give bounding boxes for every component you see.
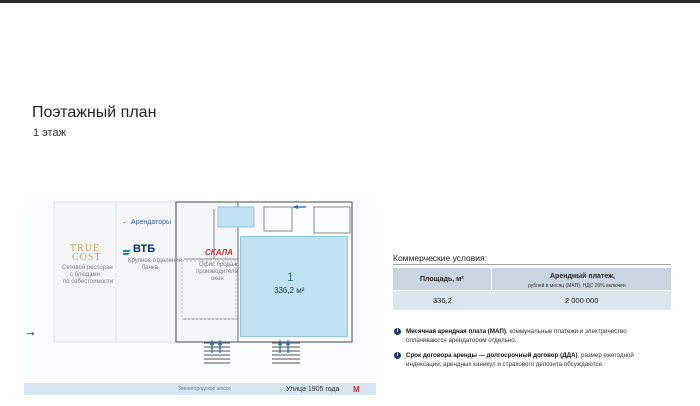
info-icon: i bbox=[394, 352, 401, 359]
terms-title: Коммерческие условия: bbox=[393, 253, 488, 263]
metro-icon: М bbox=[353, 385, 360, 394]
header-area-label: Площадь, м² bbox=[420, 276, 464, 283]
header-rent-label: Арендный платеж, bbox=[550, 273, 616, 280]
floor-label: 1 этаж bbox=[33, 127, 66, 139]
note-term-text1: , размер ежегодной bbox=[577, 352, 634, 359]
vtb-logo: ВТБ bbox=[133, 243, 156, 255]
note-term bbox=[406, 351, 666, 369]
truecost-desc-2: с блюдами bbox=[70, 272, 101, 278]
info-icon: i bbox=[394, 328, 401, 335]
note-rent-bold: Месячная арендная плата (МАП) bbox=[406, 328, 506, 335]
truecost-logo-line1: TRUE bbox=[70, 243, 101, 254]
vtb-logo-icon bbox=[123, 244, 131, 252]
terms-divider bbox=[393, 264, 671, 265]
note-rent-text2: оплачиваются арендатором отдельно. bbox=[406, 337, 517, 344]
vtb-desc-1: Крупное отделение bbox=[128, 258, 182, 264]
note-term-text2: индексации, арендных каникул и страхового депозита обсуждаются. bbox=[406, 361, 604, 368]
note-rent-text1: , коммунальные платежи и электричество bbox=[505, 328, 627, 335]
truecost-desc-1: Сетевой ресторан bbox=[62, 265, 113, 271]
header-rent-note: рублей в месяц (МАП), НДС 20% включен bbox=[528, 283, 626, 289]
skala-desc-2: производителя bbox=[196, 269, 238, 275]
room-number: 1 bbox=[287, 270, 294, 284]
truecost-logo-line2: COST bbox=[72, 252, 102, 263]
street-label-main: Улица 1905 года bbox=[286, 386, 340, 393]
skala-logo: СКАЛА bbox=[205, 248, 233, 257]
tenants-link[interactable]: ← Арендаторы bbox=[122, 219, 172, 226]
skala-desc-1: Офис продаж bbox=[199, 262, 238, 268]
cell-area: 336,2 bbox=[433, 296, 452, 305]
top-bar bbox=[0, 0, 700, 3]
entrance-arrow-icon: → bbox=[24, 324, 37, 339]
truecost-desc-3: по себестоимости bbox=[63, 279, 114, 285]
note-term-bold: Срок договора аренды — долгосрочный договор (ДДА) bbox=[406, 352, 578, 359]
cell-rent: 2 000 000 bbox=[565, 296, 599, 305]
note-rent bbox=[406, 327, 666, 345]
vtb-desc-2: банка bbox=[142, 265, 159, 271]
page-title: Поэтажный план bbox=[32, 104, 157, 121]
street-label-small: Звенигородское шоссе bbox=[178, 386, 232, 392]
skala-desc-3: окон bbox=[211, 276, 224, 282]
room-area: 336,2 м² bbox=[274, 286, 305, 295]
